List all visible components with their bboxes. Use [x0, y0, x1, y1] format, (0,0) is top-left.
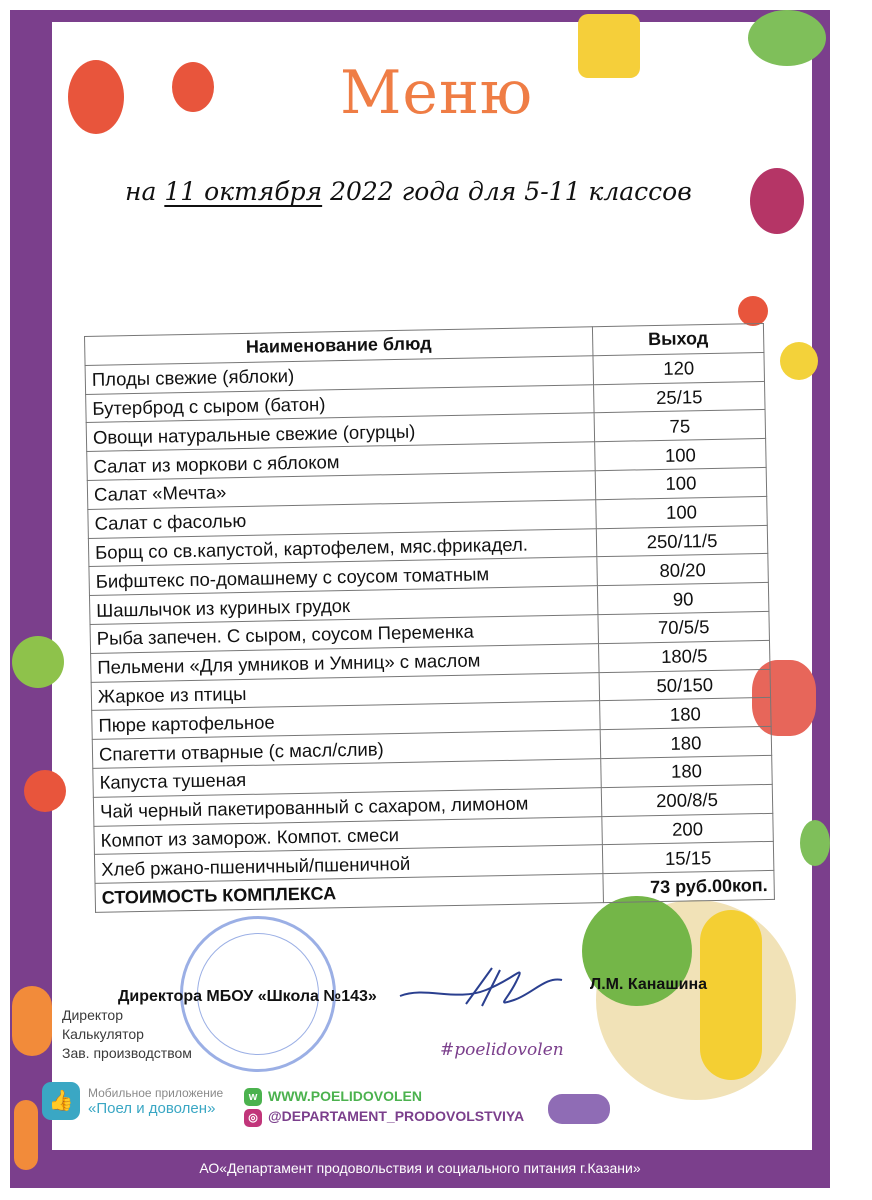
dish-name: Шашлычок из куриных грудок: [89, 586, 597, 625]
page-title: Меню: [340, 58, 534, 128]
dish-yield: 100: [596, 496, 768, 528]
dish-yield: 50/150: [599, 669, 771, 701]
dish-yield: 180: [600, 727, 772, 759]
menu-subtitle: [125, 177, 692, 206]
menu-table: [84, 323, 775, 913]
smiley-icon: [780, 342, 818, 380]
dish-yield: 250/11/5: [596, 525, 768, 557]
candy-icon: [548, 1094, 610, 1124]
dish-name: Пюре картофельное: [92, 701, 600, 740]
app-name: «Поел и доволен»: [88, 1100, 216, 1117]
app-caption: Мобильное приложение: [88, 1086, 224, 1100]
dish-name: Чай черный пакетированный с сахаром, лимоном: [93, 787, 601, 826]
banana-icon: [700, 910, 762, 1080]
instagram-icon: ◎: [244, 1109, 262, 1127]
role-production-head: Зав. производством: [62, 1045, 192, 1061]
director-line: Директора МБОУ «Школа №143»: [118, 988, 377, 1005]
role-director: Директор: [62, 1007, 123, 1023]
signer-name: Л.М. Канашина: [590, 976, 708, 993]
dish-name: Хлеб ржано-пшеничный/пшеничной: [94, 845, 602, 884]
dish-yield: 80/20: [597, 554, 769, 586]
dish-name: Капуста тушеная: [93, 759, 601, 798]
dish-name: Компот из заморож. Компот. смеси: [94, 816, 602, 855]
instagram-link[interactable]: @DEPARTAMENT_PRODOVOLSTVIYA: [268, 1108, 525, 1125]
dish-yield: 70/5/5: [598, 611, 770, 643]
dish-yield: 75: [594, 410, 766, 442]
dish-name: Спагетти отварные (с масл/слив): [92, 730, 600, 769]
dish-yield: 100: [595, 439, 767, 471]
dish-name: Борщ со св.капустой, картофелем, мяс.фрикадел.: [88, 528, 596, 567]
total-label: СТОИМОСТЬ КОМПЛЕКСА: [95, 874, 603, 913]
role-calculator: Калькулятор: [62, 1026, 144, 1042]
dish-name: Салат «Мечта»: [87, 471, 595, 510]
column-header-dish: Наименование блюд: [85, 327, 593, 366]
subtitle-prefix: на: [125, 177, 157, 206]
dish-name: Бутерброд с сыром (батон): [86, 384, 594, 423]
column-header-yield: Выход: [592, 323, 764, 355]
dish-yield: 120: [593, 352, 765, 384]
roles-list: [62, 1006, 192, 1063]
tomato-small-icon: [738, 296, 768, 326]
dish-name: Пельмени «Для умников и Умниц» с маслом: [91, 643, 599, 682]
tomato-small-icon: [24, 770, 66, 812]
dish-name: Бифштекс по-домашнему с соусом томатным: [89, 557, 597, 596]
subtitle-suffix: 2022 года для 5-11 классов: [330, 177, 692, 206]
carrot-character-icon: [12, 986, 52, 1056]
tomato-character-icon: [172, 62, 214, 112]
website-link[interactable]: WWW.POELIDOVOLEN: [268, 1088, 422, 1104]
cheese-character-icon: [578, 14, 640, 78]
dish-name: Жаркое из птицы: [91, 672, 599, 711]
dish-name: Овощи натуральные свежие (огурцы): [86, 413, 594, 452]
leaf-icon: [800, 820, 830, 866]
dish-name: Плоды свежие (яблоки): [85, 356, 593, 395]
cucumber-slice-icon: [748, 10, 826, 66]
thumbs-up-icon: 👍: [42, 1082, 80, 1120]
apple-character-icon: [12, 636, 64, 688]
hashtag: #poelidovolen: [440, 1040, 564, 1060]
dish-yield: 15/15: [602, 842, 774, 874]
dish-yield: 100: [595, 467, 767, 499]
mobile-app-promo: [42, 1082, 223, 1120]
dish-name: Салат из моркови с яблоком: [87, 442, 595, 481]
tomato-character-icon: [68, 60, 124, 134]
beet-character-icon: [750, 168, 804, 234]
dish-yield: 200: [602, 813, 774, 845]
dish-yield: 180: [601, 755, 773, 787]
total-price: 73 руб.00коп.: [603, 870, 775, 902]
dish-name: Салат с фасолью: [88, 499, 596, 538]
globe-icon: w: [244, 1088, 262, 1106]
dish-yield: 25/15: [594, 381, 766, 413]
dish-yield: 90: [597, 583, 769, 615]
dish-yield: 200/8/5: [601, 784, 773, 816]
dish-yield: 180: [600, 698, 772, 730]
dish-name: Рыба запечен. С сыром, соусом Переменка: [90, 615, 598, 654]
menu-date: 11 октября: [164, 177, 323, 206]
dish-yield: 180/5: [598, 640, 770, 672]
handwritten-signature: [396, 956, 566, 1012]
social-links: [244, 1086, 524, 1127]
footer-text: АО«Департамент продовольствия и социального питания г.Казани»: [199, 1160, 641, 1176]
carrot-icon: [14, 1100, 38, 1170]
